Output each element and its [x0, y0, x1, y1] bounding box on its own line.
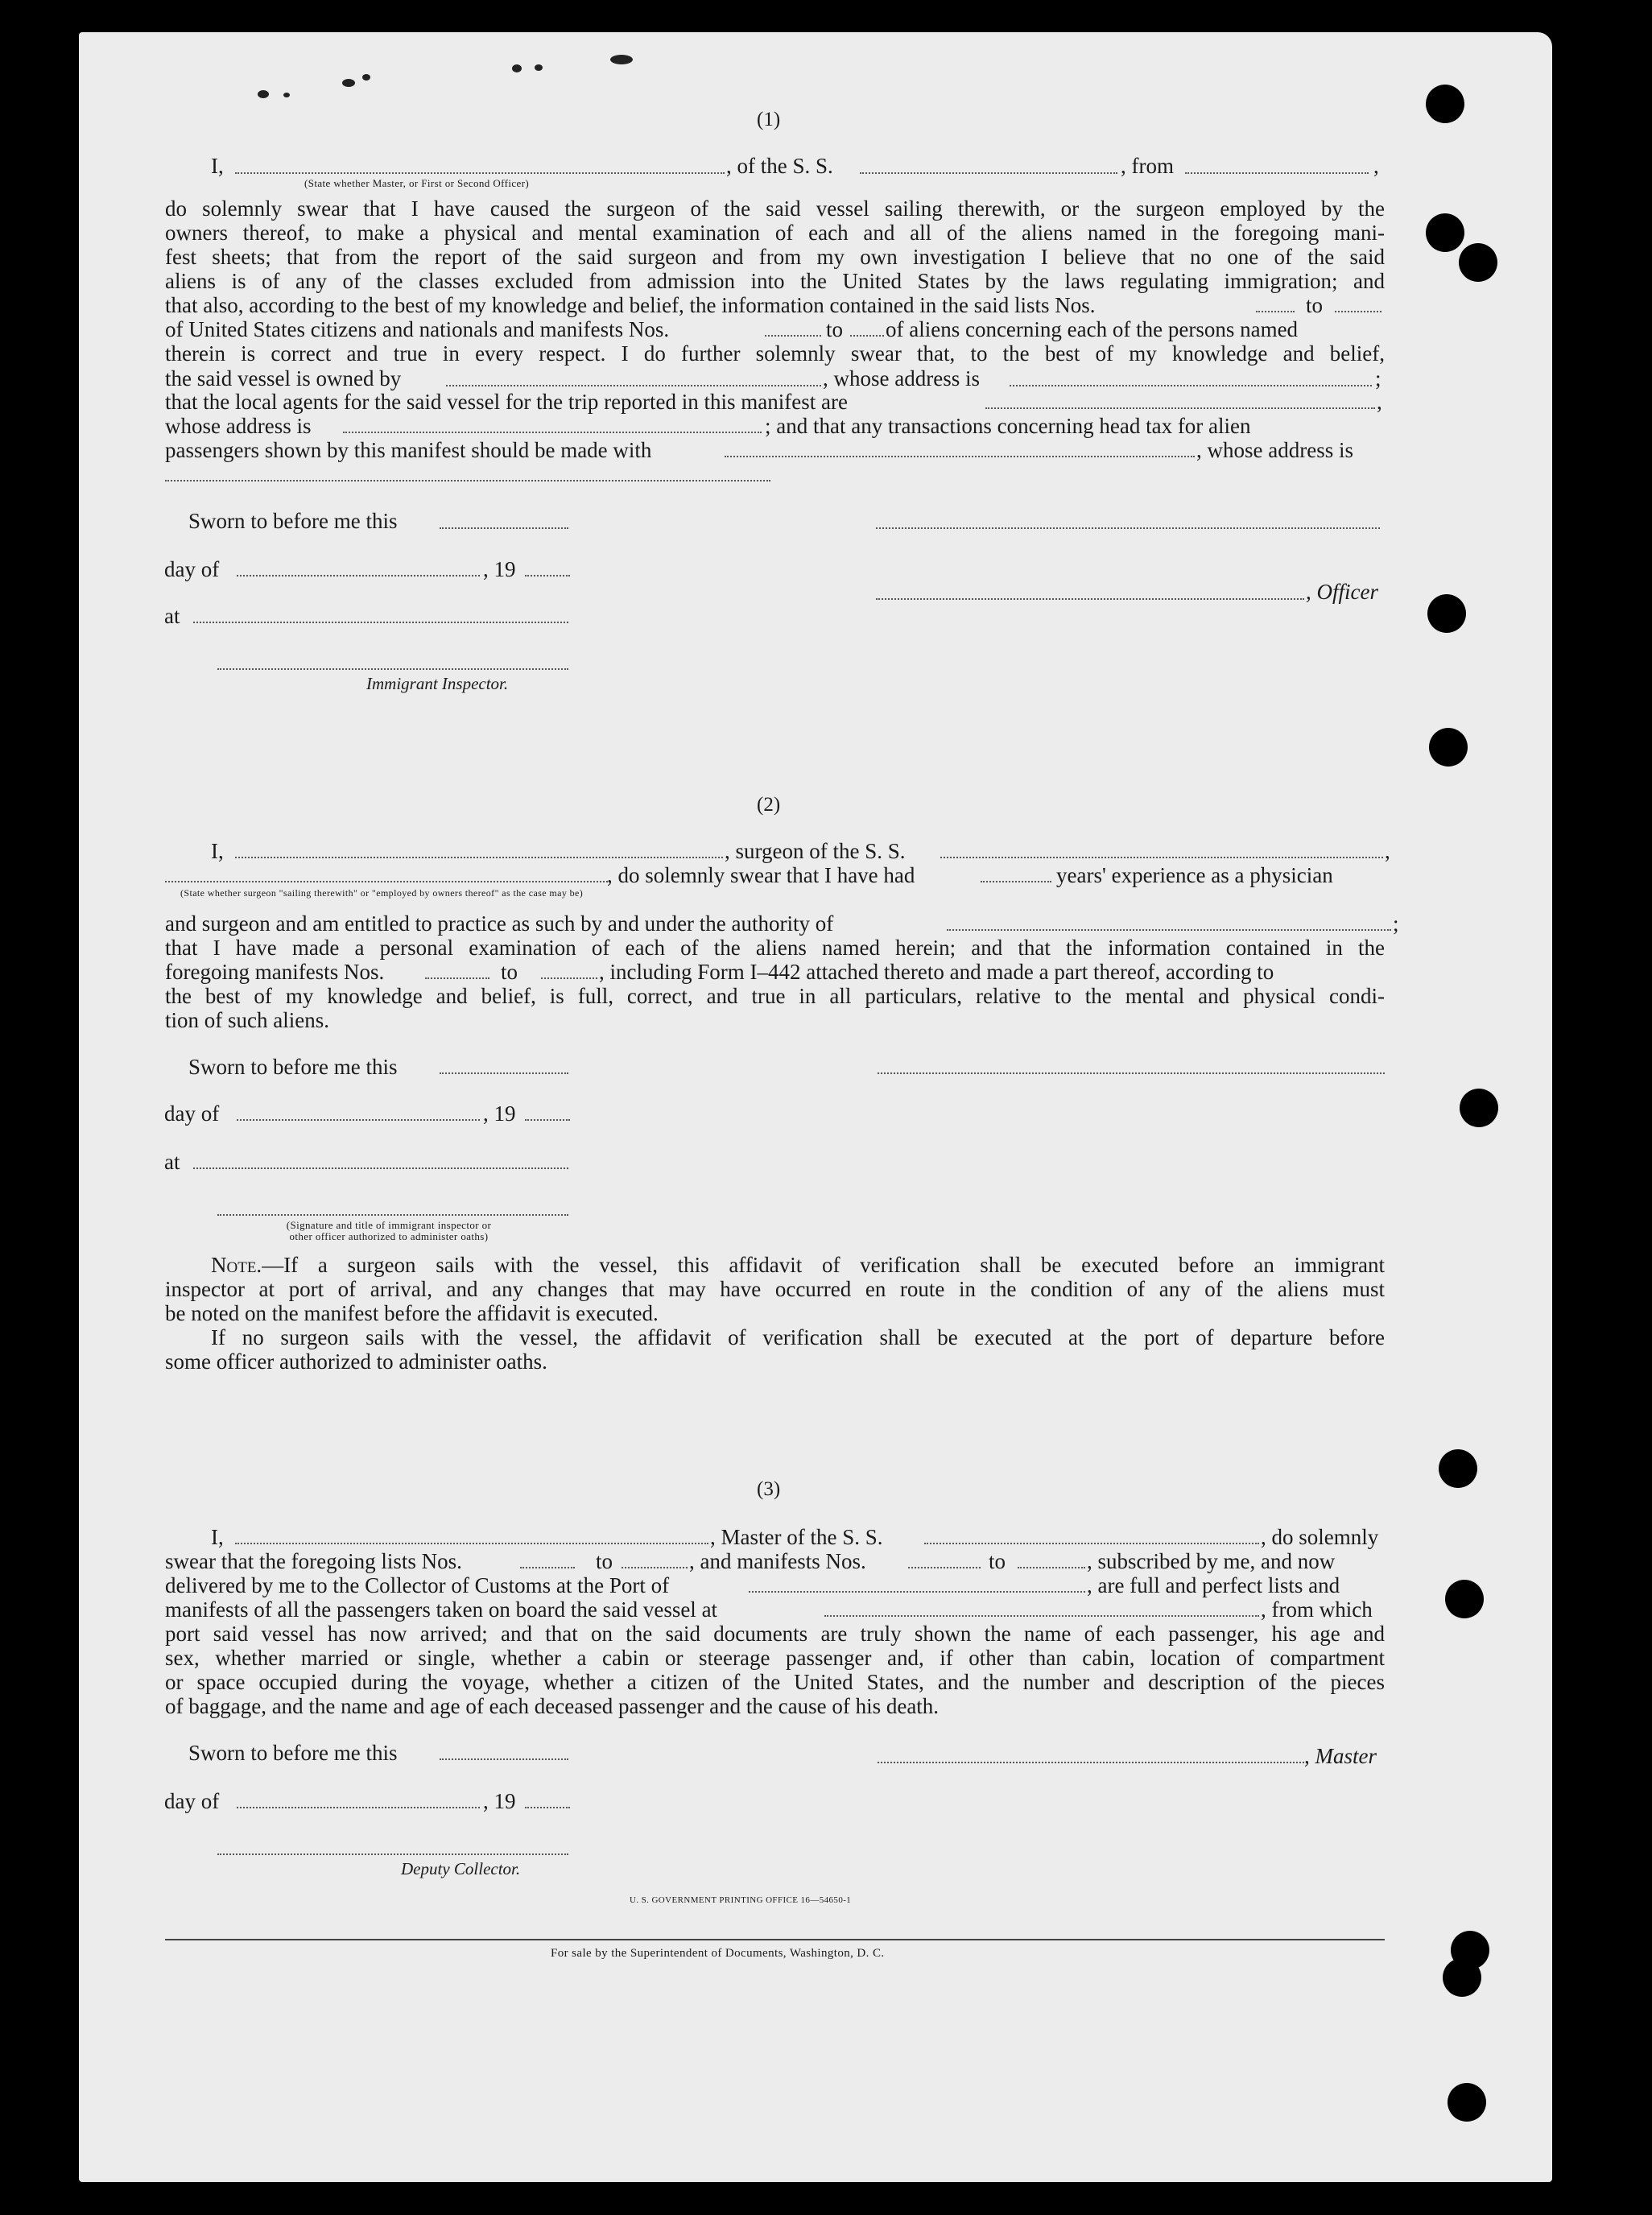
gpo-imprint: U. S. GOVERNMENT PRINTING OFFICE 16—54650-1 [630, 1895, 852, 1905]
s2-year-label: , 19 [483, 1101, 516, 1126]
s3-para-line6: or space occupied during the voyage, whether a citizen of the United States, and the number and description of the pieces [165, 1670, 1385, 1694]
punch-hole-8 [1445, 1580, 1484, 1618]
s2-signature-blank [878, 1072, 1385, 1074]
vessel-name-blank [860, 172, 1117, 174]
manifests-to-blank [850, 335, 884, 337]
s2-capacity-blank [165, 881, 608, 882]
master-name-blank [235, 172, 725, 174]
s1-para-line10b: ; and that any transactions concerning head tax for alien [765, 414, 1251, 438]
s1-para-line2: owners thereof, to make a physical and mental examination of each and all of the aliens named in the foregoing mani- [165, 221, 1385, 245]
s1-para-line10a: whose address is [165, 414, 312, 438]
s2-para-line4: the best of my knowledge and belief, is full, correct, and true in all particulars, relative to the mental and physical condi- [165, 984, 1385, 1008]
s1-sworn-label: Sworn to before me this [188, 509, 398, 533]
section-3-heading: (3) [757, 1478, 781, 1500]
s1-caption: (State whether Master, or First or Second Officer) [304, 177, 530, 189]
ink-speck [362, 74, 370, 81]
punch-hole-7 [1439, 1449, 1477, 1488]
punch-hole-3 [1459, 243, 1497, 282]
s1-officer-label: , Officer [1306, 580, 1378, 604]
s3-master-label: , Master [1304, 1744, 1377, 1768]
embarked-blank [824, 1615, 1259, 1617]
s3-year-blank [525, 1807, 570, 1808]
punch-hole-10 [1443, 1958, 1481, 1997]
s2-year-blank [525, 1119, 570, 1121]
s1-para-line5a: that also, according to the best of my knowledge and belief, the information contained in the said lists Nos. [165, 293, 1096, 317]
punch-hole-11 [1448, 2083, 1486, 2122]
from-port-blank [1185, 172, 1369, 174]
s1-para-line8b: , whose address is [823, 366, 980, 391]
s3-master-blank [235, 1543, 708, 1544]
s2-caption: (State whether surgeon "sailing therewith" or "employed by owners thereof" as the case may be) [180, 887, 584, 899]
s3-line1-end: , do solemnly [1261, 1525, 1379, 1549]
s3-vessel-blank [924, 1543, 1259, 1544]
s2-para-line5: tion of such aliens. [165, 1008, 329, 1032]
s1-year-blank [525, 575, 570, 576]
section-1-heading: (1) [757, 109, 781, 130]
s2-inspector-blank [217, 1214, 568, 1216]
agents-blank [985, 407, 1375, 409]
punch-hole-5 [1429, 728, 1468, 767]
ink-speck [512, 64, 522, 72]
s1-para-line6c: of aliens concerning each of the persons named [886, 317, 1299, 341]
s1-para-line11a: passengers shown by this manifest should be made with [165, 438, 652, 462]
owner-blank [446, 385, 821, 386]
s3-day-blank [237, 1807, 480, 1808]
s2-sig-caption-2: other officer authorized to administer oaths) [289, 1230, 489, 1242]
s3-para-line1b: to [596, 1549, 613, 1573]
ink-speck [610, 55, 633, 64]
s2-line1-i: I, [211, 839, 224, 863]
s3-deputy-blank [217, 1853, 568, 1855]
punch-hole-2 [1426, 213, 1464, 252]
s3-para-line3a: manifests of all the passengers taken on board the said vessel at [165, 1597, 718, 1622]
s2-manifests-to-blank [541, 977, 597, 979]
s1-line1-comma: , [1373, 154, 1379, 178]
footer-rule [165, 1939, 1385, 1940]
s1-para-line9a: that the local agents for the said vessel for the trip reported in this manifest are [165, 390, 848, 414]
s2-para-line3a: foregoing manifests Nos. [165, 960, 385, 984]
agents-address-blank [343, 432, 762, 433]
s1-dayof-label: day of [164, 557, 220, 581]
s3-line1-master: , Master of the S. S. [710, 1525, 883, 1549]
s2-para-line1b: ; [1393, 911, 1399, 936]
s3-para-line7: of baggage, and the name and age of each deceased passenger and the cause of his death. [165, 1694, 940, 1718]
owner-address-blank [1010, 385, 1372, 386]
s2-sworn-label: Sworn to before me this [188, 1055, 398, 1079]
s2-para-line2: that I have made a personal examination of each of the aliens named herein; and that the information contained in the [165, 936, 1385, 960]
ink-speck [342, 79, 355, 87]
ink-speck [535, 64, 543, 71]
s1-para-line5b: to [1306, 293, 1324, 317]
punch-hole-6 [1460, 1089, 1498, 1127]
s2-sworn-blank [440, 1072, 568, 1074]
s3-manifests-to-blank [1018, 1567, 1085, 1568]
punch-hole-4 [1427, 594, 1466, 633]
s2-line1-comma: , [1385, 839, 1390, 863]
ink-speck [283, 93, 290, 97]
s2-para-line3c: , including Form I–442 attached thereto and made a part thereof, according to [599, 960, 1274, 984]
s1-para-line3: fest sheets; that from the report of the said surgeon and from my own investigation I believe that no one of the said [165, 245, 1385, 269]
s3-para-line2a: delivered by me to the Collector of Customs at the Port of [165, 1573, 670, 1597]
s3-line1-i: I, [211, 1525, 224, 1549]
s1-para-line4: aliens is of any of the classes excluded from admission into the United States by the laws regulating immigration; and [165, 269, 1385, 293]
s2-para-line1a: and surgeon and am entitled to practice as such by and under the authority of [165, 911, 834, 936]
s3-sworn-label: Sworn to before me this [188, 1741, 398, 1765]
s1-at-blank [193, 622, 568, 623]
s3-manifests-from-blank [908, 1567, 981, 1568]
s2-at-blank [193, 1167, 568, 1169]
s2-day-blank [237, 1119, 480, 1121]
s2-sig-caption-1: (Signature and title of immigrant inspector or [286, 1219, 492, 1231]
s1-para-line8c: ; [1375, 366, 1381, 391]
s1-para-line9b: , [1377, 390, 1382, 414]
note-text-1: —If a surgeon sails with the vessel, this affidavit of verification shall be executed before an immigrant [262, 1253, 1385, 1277]
s3-lists-to-blank [622, 1567, 688, 1568]
ink-speck [258, 90, 269, 98]
s3-para-line4: port said vessel has now arrived; and that on the said documents are truly shown the name of each passenger, his age and [165, 1622, 1385, 1646]
s3-para-line1e: , subscribed by me, and now [1087, 1549, 1336, 1573]
s2-vessel-blank [940, 857, 1383, 858]
s2-manifests-from-blank [425, 977, 489, 979]
s1-year-label: , 19 [483, 557, 516, 581]
s1-sworn-blank [440, 527, 568, 529]
s2-dayof-label: day of [164, 1101, 220, 1126]
s3-para-line1d: to [989, 1549, 1006, 1573]
s3-para-line1a: swear that the foregoing lists Nos. [165, 1549, 462, 1573]
s3-para-line5: sex, whether married or single, whether a cabin or steerage passenger and, if other than cabin, location of compartment [165, 1646, 1385, 1670]
s3-lists-from-blank [520, 1567, 575, 1568]
s3-sworn-blank [440, 1758, 568, 1760]
note-label: Note. [211, 1253, 262, 1277]
s2-note-line1 [211, 1253, 1385, 1277]
s1-signature-blank [876, 527, 1380, 529]
s3-para-line1c: , and manifests Nos. [689, 1549, 866, 1573]
s2-note-line2: inspector at port of arrival, and any changes that may have occurred en route in the condition of any of the aliens must [165, 1277, 1385, 1301]
s1-line1-i: I, [211, 154, 224, 178]
s1-para-line1: do solemnly swear that I have caused the surgeon of the said vessel sailing therewith, or the surgeon employed by the [165, 196, 1385, 221]
s1-para-line6b: to [826, 317, 844, 341]
lists-from-blank [1256, 311, 1295, 312]
s2-at-label: at [164, 1150, 180, 1174]
s1-para-line11b: , whose address is [1196, 438, 1353, 462]
s1-line1-from: , from [1121, 154, 1174, 178]
s1-officer-blank [876, 598, 1304, 600]
s1-line1-of: , of the S. S. [726, 154, 833, 178]
manifests-from-blank [765, 335, 821, 337]
s3-year-label: , 19 [483, 1789, 516, 1813]
s1-day-blank [237, 575, 480, 576]
years-blank [981, 881, 1051, 882]
s3-para-line2b: , are full and perfect lists and [1087, 1573, 1340, 1597]
s2-note-line4: If no surgeon sails with the vessel, the affidavit of verification shall be executed at the port of departure before [211, 1325, 1385, 1349]
s3-para-line3b: , from which [1261, 1597, 1373, 1622]
authority-blank [947, 929, 1391, 931]
section-2-heading: (2) [757, 794, 781, 816]
s2-note-line3: be noted on the manifest before the affidavit is executed. [165, 1301, 659, 1325]
s3-deputy-label: Deputy Collector. [401, 1859, 521, 1878]
s2-line2b: years' experience as a physician [1056, 863, 1333, 887]
s3-master-sign-blank [878, 1762, 1304, 1763]
s1-para-line7: therein is correct and true in every respect. I do further solemnly swear that, to the best of my knowledge and belief, [165, 341, 1385, 366]
s2-line1-surgeon: , surgeon of the S. S. [725, 839, 906, 863]
s2-note-line5: some officer authorized to administer oaths. [165, 1349, 547, 1374]
s1-at-label: at [164, 604, 180, 628]
lists-to-blank [1335, 311, 1381, 312]
s1-inspector-blank [217, 668, 568, 670]
s1-para-line8a: the said vessel is owned by [165, 366, 402, 391]
surgeon-name-blank [235, 857, 723, 858]
s3-dayof-label: day of [164, 1789, 220, 1813]
sale-notice: For sale by the Superintendent of Documents, Washington, D. C. [551, 1947, 885, 1960]
port-blank [749, 1591, 1085, 1593]
s2-para-line3b: to [501, 960, 518, 984]
punch-hole-1 [1426, 85, 1464, 123]
s1-inspector-label: Immigrant Inspector. [366, 674, 509, 693]
s2-line2a: , do solemnly swear that I have had [607, 863, 915, 887]
s1-para-line6a: of United States citizens and nationals and manifests Nos. [165, 317, 670, 341]
headtax-blank [725, 456, 1195, 457]
headtax-address-blank [165, 480, 770, 481]
